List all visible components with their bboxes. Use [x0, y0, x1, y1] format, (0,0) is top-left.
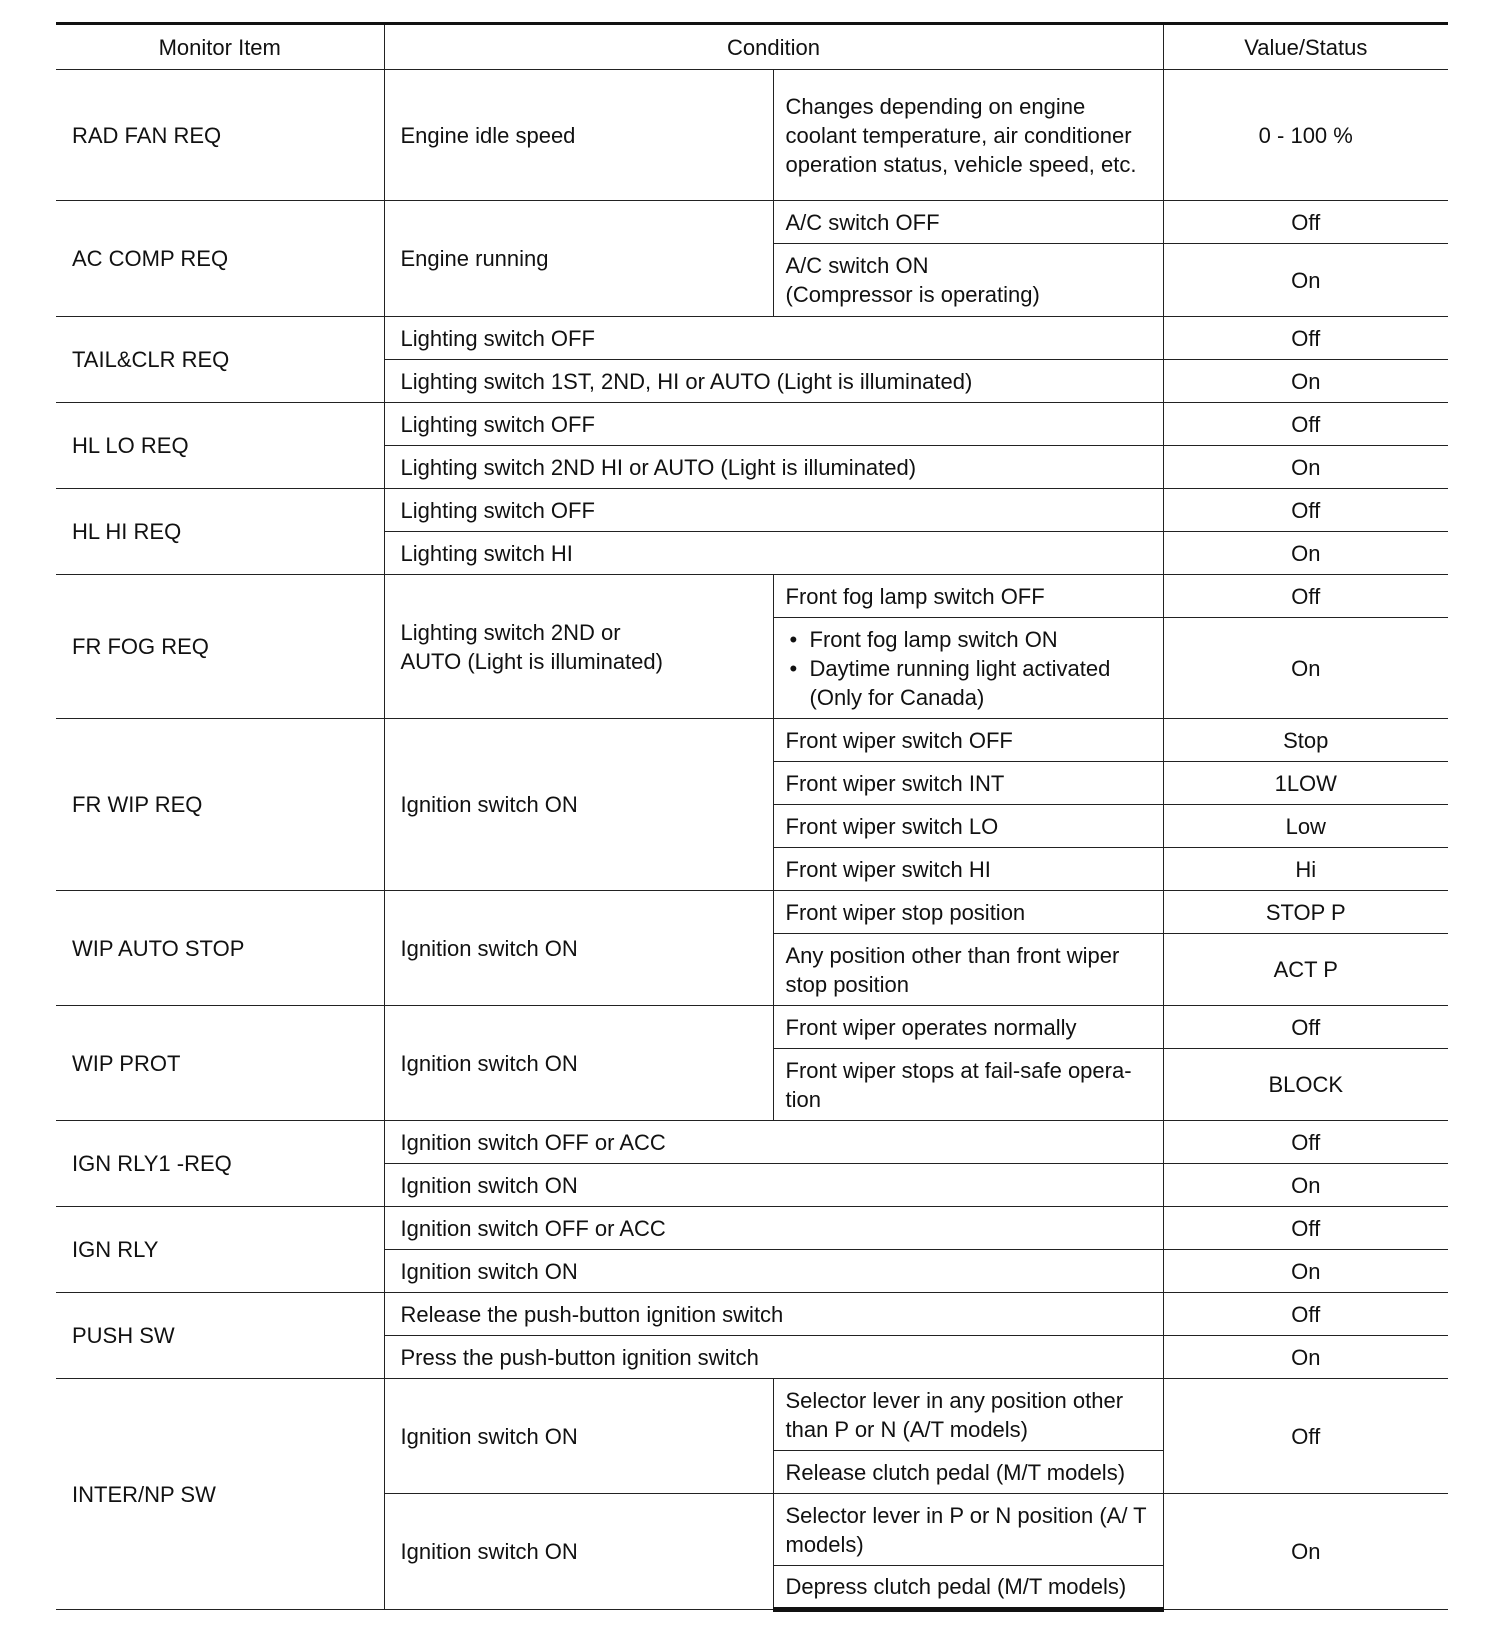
table-row [56, 1379, 1448, 1451]
value-cell: On [1163, 1494, 1448, 1610]
condition-cell: Ignition switch ON [384, 891, 773, 1006]
monitor-item: WIP PROT [56, 1006, 384, 1121]
sub-condition-cell [773, 618, 1163, 719]
condition-line: AUTO (Light is illuminated) [400, 648, 663, 674]
condition-cell: Lighting switch 1ST, 2ND, HI or AUTO (Light is illuminated) [384, 360, 1163, 403]
value-cell: On [1163, 446, 1448, 489]
condition-cell: Ignition switch OFF or ACC [384, 1207, 1163, 1250]
monitor-item: IGN RLY [56, 1207, 384, 1293]
monitor-item: TAIL&CLR REQ [56, 317, 384, 403]
value-cell: Off [1163, 575, 1448, 618]
monitor-item: IGN RLY1 -REQ [56, 1121, 384, 1207]
table-row [56, 201, 1448, 244]
table-row [56, 575, 1448, 618]
monitor-item: HL HI REQ [56, 489, 384, 575]
sub-condition-cell: Front wiper stop position [773, 891, 1163, 934]
sub-condition-cell: Front wiper switch INT [773, 762, 1163, 805]
sub-condition-line: A/C switch ON [785, 253, 929, 278]
table-row [56, 719, 1448, 762]
monitor-item: FR FOG REQ [56, 575, 384, 719]
condition-cell: Lighting switch HI [384, 532, 1163, 575]
value-cell: On [1163, 532, 1448, 575]
sub-condition-cell: A/C switch OFF [773, 201, 1163, 244]
value-cell: 1LOW [1163, 762, 1448, 805]
condition-cell: Press the push-button ignition switch [384, 1336, 1163, 1379]
value-cell: On [1163, 360, 1448, 403]
table-row [56, 70, 1448, 201]
sub-condition-line: (Compressor is operating) [785, 282, 1040, 307]
sub-condition-cell: Front fog lamp switch OFF [773, 575, 1163, 618]
condition-cell [384, 575, 773, 719]
value-cell: STOP P [1163, 891, 1448, 934]
table-row [56, 1006, 1448, 1049]
value-cell: Off [1163, 489, 1448, 532]
value-cell: Off [1163, 1121, 1448, 1164]
table-row [56, 1207, 1448, 1250]
header-value-status: Value/Status [1163, 24, 1448, 70]
value-cell: Off [1163, 403, 1448, 446]
condition-cell: Lighting switch OFF [384, 403, 1163, 446]
sub-condition-cell: Depress clutch pedal (M/T models) [773, 1566, 1163, 1610]
header-condition: Condition [384, 24, 1163, 70]
value-cell: On [1163, 244, 1448, 317]
condition-cell: Release the push-button ignition switch [384, 1293, 1163, 1336]
sub-condition-cell: Release clutch pedal (M/T models) [773, 1451, 1163, 1494]
sub-condition-cell: Selector lever in any position other than P or N (A/T models) [773, 1379, 1163, 1451]
monitor-item: INTER/NP SW [56, 1379, 384, 1610]
value-cell: Off [1163, 1006, 1448, 1049]
sub-condition-cell: Front wiper switch LO [773, 805, 1163, 848]
condition-cell: Lighting switch 2ND HI or AUTO (Light is illuminated) [384, 446, 1163, 489]
value-cell: ACT P [1163, 934, 1448, 1006]
table-row [56, 489, 1448, 532]
condition-cell: Ignition switch ON [384, 1379, 773, 1494]
condition-cell: Ignition switch OFF or ACC [384, 1121, 1163, 1164]
sub-condition-cell: Front wiper operates normally [773, 1006, 1163, 1049]
value-cell: BLOCK [1163, 1049, 1448, 1121]
value-cell: On [1163, 1336, 1448, 1379]
monitor-item: RAD FAN REQ [56, 70, 384, 201]
value-cell: 0 - 100 % [1163, 70, 1448, 201]
value-cell: Off [1163, 1293, 1448, 1336]
value-cell: Stop [1163, 719, 1448, 762]
value-cell: Off [1163, 201, 1448, 244]
value-cell: Low [1163, 805, 1448, 848]
condition-cell: Ignition switch ON [384, 1006, 773, 1121]
value-cell: Hi [1163, 848, 1448, 891]
table-row [56, 1121, 1448, 1164]
sub-condition-cell: Front wiper switch HI [773, 848, 1163, 891]
table-row [56, 317, 1448, 360]
sub-condition-cell: Front wiper switch OFF [773, 719, 1163, 762]
monitor-item: HL LO REQ [56, 403, 384, 489]
sub-condition-cell: Selector lever in P or N position (A/ T models) [773, 1494, 1163, 1566]
condition-cell: Ignition switch ON [384, 1250, 1163, 1293]
value-cell: On [1163, 618, 1448, 719]
condition-cell: Lighting switch OFF [384, 489, 1163, 532]
header-monitor-item: Monitor Item [56, 24, 384, 70]
condition-cell: Ignition switch ON [384, 1494, 773, 1610]
bullet-list [786, 625, 1151, 712]
monitor-item: AC COMP REQ [56, 201, 384, 317]
value-cell: On [1163, 1250, 1448, 1293]
value-cell: On [1163, 1164, 1448, 1207]
condition-cell: Ignition switch ON [384, 1164, 1163, 1207]
monitor-item-table [56, 22, 1448, 1612]
bullet-item: • Front fog lamp switch ON [810, 625, 1151, 654]
value-cell: Off [1163, 1379, 1448, 1494]
table-header-row [56, 24, 1448, 70]
value-cell: Off [1163, 1207, 1448, 1250]
value-cell: Off [1163, 317, 1448, 360]
sub-condition-cell: Front wiper stops at fail-safe opera-tion [773, 1049, 1163, 1121]
table-row [56, 891, 1448, 934]
table-row [56, 1293, 1448, 1336]
sub-condition-cell: Changes depending on engine coolant temperature, air conditioner operation status, vehicle speed, etc. [773, 70, 1163, 201]
sub-condition-cell: Any position other than front wiper stop position [773, 934, 1163, 1006]
condition-cell: Ignition switch ON [384, 719, 773, 891]
table-row [56, 403, 1448, 446]
monitor-item: WIP AUTO STOP [56, 891, 384, 1006]
condition-cell: Engine running [384, 201, 773, 317]
bullet-item: • Daytime running light activated (Only for Canada) [810, 654, 1151, 712]
condition-cell: Lighting switch OFF [384, 317, 1163, 360]
sub-condition-cell [773, 244, 1163, 317]
condition-cell: Engine idle speed [384, 70, 773, 201]
monitor-item: FR WIP REQ [56, 719, 384, 891]
monitor-item: PUSH SW [56, 1293, 384, 1379]
condition-line: Lighting switch 2ND or [400, 619, 621, 645]
